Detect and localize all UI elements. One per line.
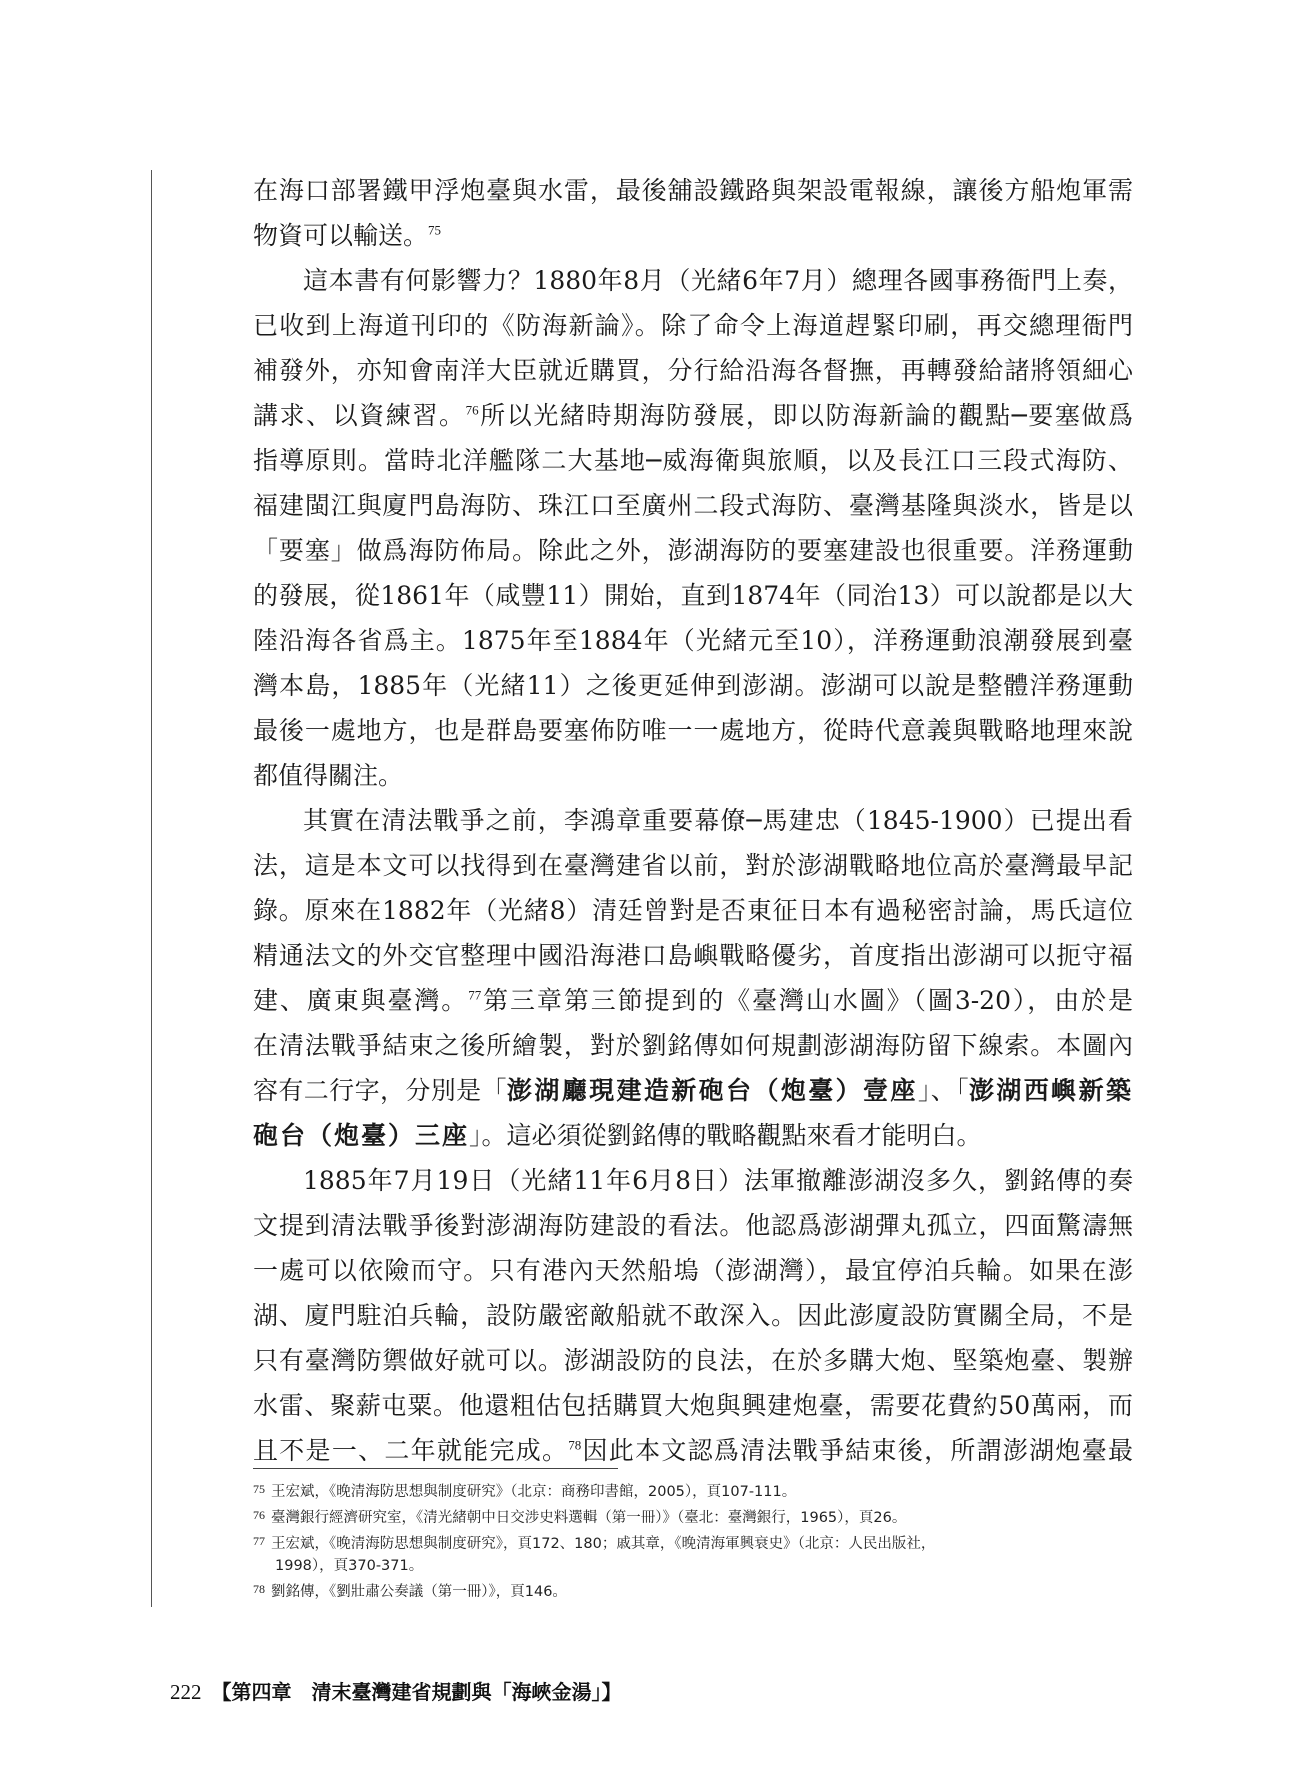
text-line-content: 」、「	[917, 1076, 969, 1105]
text-line: 其實在清法戰爭之前，李鴻章重要幕僚─馬建忠（1845-1900）已提出看	[303, 806, 1133, 835]
paragraph-2	[253, 258, 1133, 798]
margin-rule	[151, 170, 152, 1607]
text-line-content: 建、廣東與臺灣。	[253, 986, 469, 1015]
footnote-text: 王宏斌，《晚清海防思想與制度研究》，頁172、180；戚其章，《晚清海軍興衰史》（北京：人民出版社，	[271, 1536, 936, 1552]
text-line	[253, 393, 1133, 438]
text-line: 最後一處地方，也是群島要塞佈防唯一一處地方，從時代意義與戰略地理來說	[253, 716, 1133, 745]
text-line-content: 」。這必須從劉銘傳的戰略觀點來看才能明白。	[469, 1121, 982, 1150]
text-line: 精通法文的外交官整理中國沿海港口島嶼戰略優劣，首度指出澎湖可以扼守福	[253, 941, 1133, 970]
text-line-content: 第三章第三節提到的《臺灣山水圖》（圖3-20），由於是	[481, 986, 1133, 1015]
footnote-ref: 77	[468, 987, 482, 1003]
text-line: 指導原則。當時北洋艦隊二大基地─威海衛與旅順，以及長江口三段式海防、	[253, 446, 1133, 475]
footnote-75	[253, 1478, 1133, 1503]
footnote-separator	[253, 1468, 618, 1469]
footnote-number: 76	[253, 1508, 265, 1522]
footnote-ref: 78	[568, 1437, 582, 1453]
text-line-content: 講求、以資練習。	[253, 401, 466, 430]
text-line-content: 物資可以輸送。	[253, 221, 429, 250]
footnote-number: 75	[253, 1482, 265, 1496]
paragraph-4	[253, 1158, 1133, 1473]
text-line: 已收到上海道刊印的《防海新論》。除了命令上海道趕緊印刷，再交總理衙門	[253, 311, 1133, 340]
text-line	[253, 1113, 1133, 1158]
text-line: 在清法戰爭結束之後所繪製，對於劉銘傳如何規劃澎湖海防留下線索。本圖內	[253, 1031, 1133, 1060]
text-line	[253, 1428, 1133, 1473]
text-line	[253, 1068, 1133, 1113]
text-line: 湖、廈門駐泊兵輪，設防嚴密敵船就不敢深入。因此澎廈設防實關全局，不是	[253, 1301, 1133, 1330]
running-footer	[170, 1676, 622, 1705]
text-line: 水雷、聚薪屯粟。他還粗估包括購買大炮與興建炮臺，需要花費約50萬兩，而	[253, 1391, 1133, 1420]
footnote-text: 王宏斌，《晚清海防思想與制度研究》（北京：商務印書館，2005），頁107-111。	[271, 1484, 797, 1500]
paragraph-1	[253, 168, 1133, 258]
footnote-ref: 76	[465, 402, 479, 418]
text-line	[253, 213, 1133, 258]
text-line: 錄。原來在1882年（光緒8）清廷曾對是否東征日本有過秘密討論，馬氏這位	[253, 896, 1133, 925]
footnote-text-continued: 1998），頁370-371。	[275, 1558, 424, 1574]
footnote-77	[253, 1530, 1133, 1577]
footnote-text: 臺灣銀行經濟研究室，《清光緒朝中日交涉史料選輯（第一冊）》（臺北：臺灣銀行，1965），頁26。	[271, 1510, 907, 1526]
page-number: 222	[170, 1680, 202, 1704]
paragraph-3	[253, 798, 1133, 1158]
text-line: 這本書有何影響力？1880年8月（光緒6年7月）總理各國事務衙門上奏，	[303, 266, 1133, 295]
body-text	[253, 168, 1133, 1473]
text-line: 一處可以依險而守。只有港內天然船塢（澎湖灣），最宜停泊兵輪。如果在澎	[253, 1256, 1133, 1285]
footnotes	[253, 1478, 1133, 1604]
map-inscription-quote: 澎湖廳現建造新砲台（炮臺）壹座	[506, 1076, 918, 1105]
footnote-text: 劉銘傳，《劉壯肅公奏議（第一冊）》，頁146。	[271, 1584, 567, 1600]
chapter-title: 【第四章 清末臺灣建省規劃與「海峽金湯」】	[211, 1680, 622, 1704]
text-line: 文提到清法戰爭後對澎湖海防建設的看法。他認爲澎湖彈丸孤立，四面驚濤無	[253, 1211, 1133, 1240]
footnote-78	[253, 1578, 1133, 1603]
text-line: 都值得關注。	[253, 761, 404, 790]
text-line-content: 因此本文認爲清法戰爭結束後，所謂澎湖炮臺最	[581, 1436, 1133, 1465]
text-line-content: 容有二行字，分別是「	[253, 1076, 507, 1105]
text-line: 法，這是本文可以找得到在臺灣建省以前，對於澎湖戰略地位高於臺灣最早記	[253, 851, 1133, 880]
text-line: 陸沿海各省爲主。1875年至1884年（光緒元至10），洋務運動浪潮發展到臺	[253, 626, 1133, 655]
text-line: 1885年7月19日（光緒11年6月8日）法軍撤離澎湖沒多久，劉銘傳的奏	[303, 1166, 1133, 1195]
text-line: 福建閩江與廈門島海防、珠江口至廣州二段式海防、臺灣基隆與淡水，皆是以	[253, 491, 1133, 520]
text-line	[253, 978, 1133, 1023]
text-line-content: 且不是一、二年就能完成。	[253, 1436, 569, 1465]
text-line: 「要塞」做爲海防佈局。除此之外，澎湖海防的要塞建設也很重要。洋務運動	[253, 536, 1133, 565]
map-inscription-quote: 砲台（炮臺）三座	[253, 1121, 470, 1150]
footnote-ref: 75	[428, 222, 442, 238]
footnote-number: 77	[253, 1534, 265, 1548]
text-line: 的發展，從1861年（咸豐11）開始，直到1874年（同治13）可以說都是以大	[253, 581, 1133, 610]
map-inscription-quote: 澎湖西嶼新築	[969, 1076, 1133, 1105]
footnote-number: 78	[253, 1582, 265, 1596]
footnote-76	[253, 1504, 1133, 1529]
text-line: 灣本島，1885年（光緒11）之後更延伸到澎湖。澎湖可以說是整體洋務運動	[253, 671, 1133, 700]
text-line: 只有臺灣防禦做好就可以。澎湖設防的良法，在於多購大炮、堅築炮臺、製辦	[253, 1346, 1133, 1375]
text-line: 補發外，亦知會南洋大臣就近購買，分行給沿海各督撫，再轉發給諸將領細心	[253, 356, 1133, 385]
text-line-content: 所以光緒時期海防發展，即以防海新論的觀點─要塞做爲	[478, 401, 1133, 430]
text-line: 在海口部署鐵甲浮炮臺與水雷，最後舖設鐵路與架設電報線，讓後方船炮軍需	[253, 176, 1133, 205]
